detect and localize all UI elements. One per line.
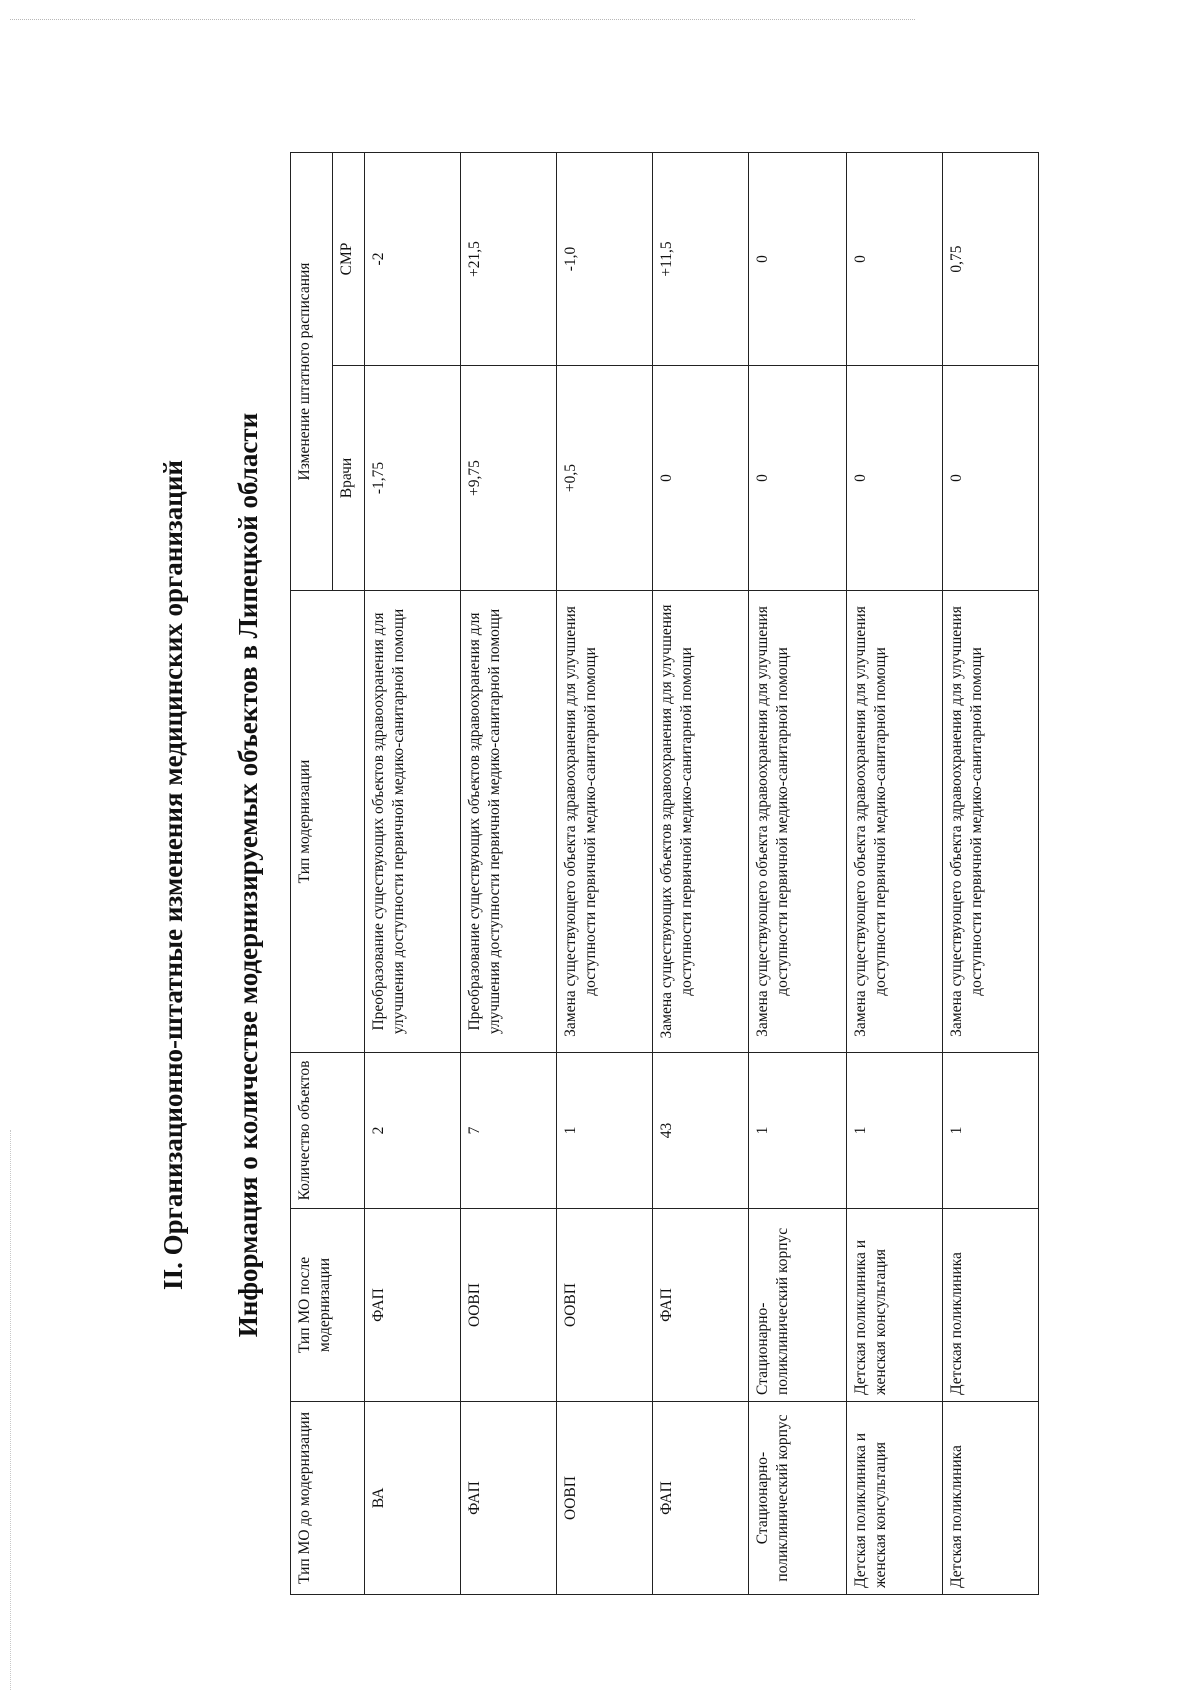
cell-modernization-type: Замена существующего объекта здравоохранения для улучшения доступности первичной медико-санитарной помощи xyxy=(557,591,653,1053)
cell-smr: 0 xyxy=(749,153,847,366)
cell-mo-after: ООВП xyxy=(461,1209,557,1402)
cell-mo-before: ООВП xyxy=(557,1402,653,1595)
cell-mo-before: Стационарно-поликлинический корпус xyxy=(749,1402,847,1595)
table-row xyxy=(943,153,1039,1595)
table-row xyxy=(557,153,653,1595)
table-title: Информация о количестве модернизируемых объектов в Липецкой области xyxy=(233,412,263,1338)
scan-edge-left xyxy=(10,1130,11,1690)
header-staff-change: Изменение штатного расписания xyxy=(291,153,333,591)
cell-modernization-type: Преобразование существующих объектов здравоохранения для улучшения доступности первичной медико-санитарной помощи xyxy=(461,591,557,1053)
table-row xyxy=(653,153,749,1595)
table-row xyxy=(847,153,943,1595)
cell-count: 1 xyxy=(557,1053,653,1209)
cell-doctors: +0,5 xyxy=(557,366,653,591)
header-doctors: Врачи xyxy=(333,366,365,591)
cell-modernization-type: Замена существующего объекта здравоохранения для улучшения доступности первичной медико-санитарной помощи xyxy=(749,591,847,1053)
cell-count: 1 xyxy=(847,1053,943,1209)
cell-mo-before: ВА xyxy=(365,1402,461,1595)
cell-mo-after: ООВП xyxy=(557,1209,653,1402)
section-title: II. Организационно-штатные изменения медицинских организаций xyxy=(158,460,188,1290)
table-row xyxy=(461,153,557,1595)
cell-doctors: 0 xyxy=(847,366,943,591)
cell-smr: -2 xyxy=(365,153,461,366)
cell-smr: +11,5 xyxy=(653,153,749,366)
cell-mo-before: ФАП xyxy=(653,1402,749,1595)
header-mo-after: Тип МО после модернизации xyxy=(291,1209,365,1402)
cell-mo-after: Детская поликлиника и женская консультация xyxy=(847,1209,943,1402)
header-count: Количество объектов xyxy=(291,1053,365,1209)
scan-edge-top xyxy=(10,19,915,20)
cell-modernization-type: Преобразование существующих объектов здравоохранения для улучшения доступности первичной медико-санитарной помощи xyxy=(365,591,461,1053)
table-row xyxy=(749,153,847,1595)
cell-doctors: 0 xyxy=(943,366,1039,591)
cell-mo-before: Детская поликлиника xyxy=(943,1402,1039,1595)
rotated-page xyxy=(150,155,1070,1595)
cell-modernization-type: Замена существующего объекта здравоохранения для улучшения доступности первичной медико-санитарной помощи xyxy=(943,591,1039,1053)
modernization-table xyxy=(290,152,1039,1595)
cell-doctors: 0 xyxy=(653,366,749,591)
cell-mo-after: Детская поликлиника xyxy=(943,1209,1039,1402)
table-row xyxy=(365,153,461,1595)
cell-smr: +21,5 xyxy=(461,153,557,366)
cell-doctors: 0 xyxy=(749,366,847,591)
cell-mo-after: ФАП xyxy=(653,1209,749,1402)
cell-mo-after: ФАП xyxy=(365,1209,461,1402)
cell-modernization-type: Замена существующего объекта здравоохранения для улучшения доступности первичной медико-санитарной помощи xyxy=(847,591,943,1053)
header-modernization-type: Тип модернизации xyxy=(291,591,365,1053)
cell-count: 7 xyxy=(461,1053,557,1209)
cell-doctors: -1,75 xyxy=(365,366,461,591)
cell-doctors: +9,75 xyxy=(461,366,557,591)
cell-smr: 0,75 xyxy=(943,153,1039,366)
cell-count: 1 xyxy=(943,1053,1039,1209)
cell-smr: 0 xyxy=(847,153,943,366)
header-mo-before: Тип МО до модернизации xyxy=(291,1402,365,1595)
cell-count: 1 xyxy=(749,1053,847,1209)
cell-smr: -1,0 xyxy=(557,153,653,366)
cell-count: 43 xyxy=(653,1053,749,1209)
cell-count: 2 xyxy=(365,1053,461,1209)
header-smr: СМР xyxy=(333,153,365,366)
cell-mo-before: Детская поликлиника и женская консультация xyxy=(847,1402,943,1595)
cell-mo-after: Стационарно-поликлинический корпус xyxy=(749,1209,847,1402)
cell-modernization-type: Замена существующих объектов здравоохранения для улучшения доступности первичной медико-санитарной помощи xyxy=(653,591,749,1053)
cell-mo-before: ФАП xyxy=(461,1402,557,1595)
